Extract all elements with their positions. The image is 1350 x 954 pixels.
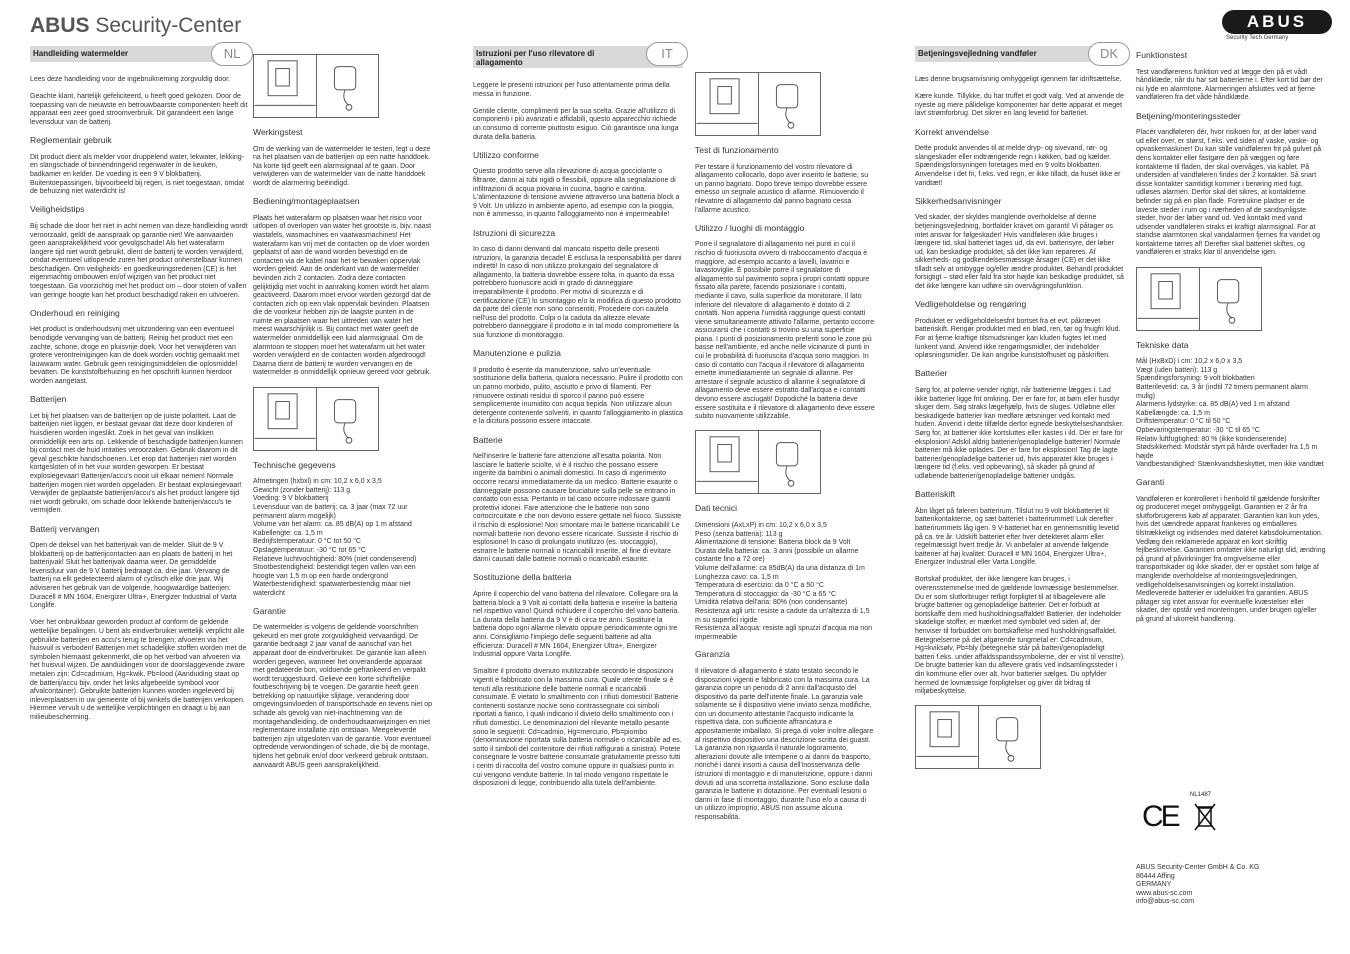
detector-wall-icon [696, 73, 758, 135]
dk-intro2: Kære kunde. Tillykke, du har truffet et godt valg. Ved at anvende de nyeste og mere pålidelige komponenter har dette apparat et meget lavt strømforbrug. Det sikrer en lang levetid for batteriet. [915, 93, 1124, 118]
it-heading-mount: Utilizzo / luoghi di montaggio [695, 222, 805, 233]
nl-heading-maint: Onderhoud en reiniging [30, 307, 120, 318]
dk-column-2 [1136, 48, 1326, 633]
nl-batt: Let bij het plaatsen van de batterijen op de juiste polariteit. Laat de batterijen niet liggen, er bestaat gevaar dat deze door kinderen of huisdieren worden ingeslikt. Zoek in het geval van inslikken onmiddellijk een arts op. Lekkende of beschadigde batterijen kunnen bij contact met de huid irritaties veroorzaken. Gebruik daarom in dit geval geschikte handschoenen. Let erop dat batterijen niet worden kortgesloten of in het vuur worden geworpen. Er bestaat explosiegevaar! Batterijen/accu's nooit uit elkaar nemen! Normale batterijen mogen niet worden opgeladen. Er bestaat explosiegevaar! Verwijder de geplaatste batterijen/accu's als het product langere tijd niet wordt gebruikt, om schade door lekkende batterijen/accu's te vermijden. [30, 412, 243, 515]
dk-heading-warranty: Garanti [1136, 476, 1165, 487]
text-line: ABUS [30, 14, 90, 37]
text-line: Levensduur van de batterij: ca. 3 jaar (max 72 uur permanent alarm mogelijk) [253, 504, 408, 520]
text-line: Peso (senza batteria): 113 g [695, 530, 783, 538]
dk-heading-test: Funktionstest [1136, 50, 1188, 60]
text-line: Stødsikkerhed: Modstår styrt på hårde overflader fra 1,5 m højde [1136, 444, 1318, 460]
text-line: Batterilevetid: ca. 3 år (indtil 72 timers permanent alarm mulig) [1136, 384, 1308, 400]
it-warranty: Il rilevatore di allagamento è stato testato secondo le disposizioni vigenti e fabbricato con la massima cura. La garanzia copre un periodo di 2 anni dall'acquisto del dispositivo da parte dell'utente finale. La garanzia vale solamente se il dispositivo viene inviato senza modifiche, con un documento attestante l'acquisto indicante la rispettiva data, con sufficiente affrancatura e appositamente imballato. Si prega di voler inoltre allegare al rispettivo dispositivo una descrizione scritta dei guasti. La garanzia non riguarda il naturale logoramento, alterazioni dovute alle intemperie o ai danni da trasporto, nonché i danni insorti a causa dell'inosservanza delle istruzioni di montaggio e di manutenzione, oppure i danni dovuti ad una scorretta installazione. Sono escluse dalla garanzia le batterie in dotazione. Per eventuali lesioni o danni in fase di montaggio, durante l'uso e/o a causa di un utilizzo improprio, ABUS non assume alcuna responsabilità. [695, 667, 874, 821]
dk-heading-maint: Vedligeholdelse og rengøring [915, 299, 1027, 310]
text-line: Waterbestendigheid: spatwaterbestendig maar niet waterdicht [253, 581, 411, 597]
nl-column-1 [30, 46, 248, 731]
it-mount-illustration [695, 430, 821, 494]
nl-heading-test: Werkingstest [253, 127, 303, 137]
text-line: GERMANY [1136, 881, 1172, 888]
it-heading-replace: Sostituzione della batteria [473, 572, 572, 583]
dk-mount: Placér vandføleren dér, hvor risikoen for, at der løber vand ud eller over, er størst, f.eks. ved siden af vaske, vaske- og opvaskemaskiner! Du kan stille vandføleren frit på gulvet på dens kontakter eller fastgøre den på væggen og føre kontakterne til fladen, der skal overvåges, via kablet. På undersiden af vandføleren findes der 2 kontakter. Så snart disse kontakter samtidigt kommer i berøring med fugt, udløses alarmen. Derfor skal det sikres, at kontakterne befinder sig på en plan flade. Foretrukne pladser er de laveste steder i rum og i nærheden af de sandsynligste steder, hvor der løber vand ud. Ved kontakt med vand udsender vandføleren straks et kraftigt alarmsignal. For at standse alarmtonen skal vandalarmen fjernes fra vandet og kontakterne tørres af! Derefter skal batteriet skiftes, og vandføleren er straks klar til anvendelse igen. [1136, 129, 1322, 257]
text-line: Temperatura di esercizio: da 0 °C a 50 °C [695, 582, 824, 590]
it-heading-maint: Manutenzione e pulizia [473, 348, 561, 359]
dk-intro: Læs denne brugsanvisning omhyggeligt igennem før idriftsættelse. [915, 76, 1122, 83]
it-heading-batt: Batterie [473, 434, 503, 445]
logo-tagline: Security Tech Germany [1226, 35, 1289, 41]
it-replace: Aprire il coperchio del vano batteria del rilevatore. Collegare ora la batteria block a 9 Volt ai contatti della batteria e inserire la batteria nel rispettivo vano! Quindi richiudere il coperchio del vano batteria. La durata della batteria da 9 V è di circa tre anni. Sostituire la batteria dopo ogni allarme rilevato oppure periodicamente ogni tre anni. Consigliamo l'impiego delle seguenti batterie ad alta efficienza: Duracell # MN 1604, Energizer Ultra+, Energizer Industrial oppure Varta Longlife. [473, 591, 680, 659]
detector-wall-icon [1137, 268, 1199, 330]
text-line: Gewicht (zonder batterij): 113 g [253, 486, 351, 494]
detector-wall-icon [254, 388, 316, 450]
detector-closeup-icon [978, 706, 1040, 768]
nl-heading-safety: Veiligheidstips [30, 204, 85, 215]
detector-wall-icon [254, 55, 316, 117]
it-replace2: Smaltire il prodotto divenuto inutilizzabile secondo le disposizioni vigenti e fabbricato con la massima cura. Quale utente finale si è tenuti alla restituzione delle batterie normali e ricaricabili consumate. È vietato lo smaltimento con i rifiuti domestici! Batterie contenenti sostanze nocive sono contrassegnate coi simboli riportati a fianco, i quali indicano il divieto dello smaltimento con i rifiuti domestici. Le denominazioni del rilevante metallo pesante sono le seguenti: Cd=cadmio, Hg=mercurio, Pb=piombo (denominazione riportata sulla batteria normale o ricaricabile ad es. sotto il simboli del contenitore dei rifiuti raffigurati a sinistra). Potete consegnare le vostre batterie consumate gratuitamente presso tutti i centri di raccolta del vostro comune oppure in qualsiasi punto in cui vengono vendute batterie. In tal modo vengono rispettate le disposizioni di legge, contribuendo alla tutela dell'ambiente. [473, 668, 682, 787]
text-line: Kabellængde: ca. 1,5 m [1136, 409, 1210, 417]
it-safety: In caso di danni derivanti dal mancato rispetto delle presenti istruzioni, la garanzia decade! È esclusa la responsabilità per danni indiretti! In caso di non utilizzo prolungato del segnalatore di allagamento, la batteria dovrebbe essere tolta, in quanto da essa potrebbero fuoriuscire acidi in grado di danneggiare irreparabilmente il prodotto. Per motivi di sicurezza e di certificazione (CE) lo smontaggio e/o la modifica di questo prodotto da parte del cliente non sono consentiti. Procedere con cautela nell'uso del prodotto. Colpi o la caduta da altezze elevate potrebbero danneggiare il prodotto e in tal modo compromettere la sua funzione di monitoraggio. [473, 246, 682, 340]
dk-column-1 [915, 46, 1125, 779]
dk-heading-mount: Betjening/monteringssteder [1136, 110, 1241, 121]
it-lang-badge: IT [646, 42, 688, 66]
dk-title: Betjeningsvejledning vandføler [918, 49, 1037, 58]
text-line: Vandbestandighed: Stænkvandsbeskyttet, men ikke vandtæt [1136, 461, 1324, 469]
it-intro2: Gentile cliente, complimenti per la sua scelta. Grazie all'utilizzo di componenti i più avanzati e affidabili, questo apparecchio richiede un consumo di corrente piuttosto esiguo. Ciò garantisce una lunga durata della batteria. [473, 107, 679, 141]
nl-tech-data [253, 478, 433, 598]
nl-intro2: Geachte klant, hartelijk gefeliciteerd, u heeft goed gekozen. Door de toepassing van de nieuwste en betrouwbaarste componenten heeft dit apparaat een zeer goed stroomverbruik. Dit garandeert een lange levensduur van de batterij. [30, 93, 248, 126]
text-line: Vægt (uden batteri): 113 g [1136, 366, 1218, 374]
nl-heading-batt: Batterijen [30, 394, 67, 405]
detector-closeup-icon [316, 55, 378, 117]
detector-closeup-icon [316, 388, 378, 450]
brand-title [30, 14, 241, 38]
it-use: Questo prodotto serve alla rilevazione di acqua gocciolante o filtrante, danni ai tubi rigidi o flessibili, oppure alla segnalazione di infiltrazioni di acqua piovana in cucina, bagno e cantina. L'alimentazione di tensione avviene attraverso una batteria block a 9 Volt. Un utilizzo in ambiente aperto, ad esempio con la pioggia, non è ammesso, in quanto l'alloggiamento non è impermeabile! [473, 168, 680, 219]
text-line: Resistenza all'acqua: resiste agli spruzzi d'acqua ma non impermeabile [695, 625, 872, 641]
detector-wall-icon [916, 706, 978, 768]
dk-heading-replace: Batteriskift [915, 489, 956, 500]
nl-intro: Lees deze handleiding voor de ingebruikneming zorgvuldig door. [30, 76, 231, 83]
detector-wall-icon [696, 431, 758, 493]
text-line: Volume dell'allarme: ca 85dB(A) da una distanza di 1m [695, 564, 865, 572]
text-line: Driftstemperatur: 0 °C til 50 °C [1136, 418, 1231, 426]
it-column-2 [695, 48, 875, 831]
nl-heading-replace: Batterij vervangen [30, 523, 100, 534]
detector-closeup-icon [1199, 268, 1261, 330]
text-line: Mål (HxBxD) i cm: 10,2 x 6,0 x 3,5 [1136, 358, 1243, 366]
nl-replace2: Voer het onbruikbaar geworden product af conform de geldende wettelijke bepalingen. U bent als eindverbruiker wettelijk verplicht alle gebruikte batterijen en accu's terug te brengen; afvoeren via het huisvuil is verboden! Batterijen met schadelijke stoffen worden met de symbolen hiernaast gekenmerkt, die op het verbod van afvoeren via het huisvuil wijzen. De aanduidingen voor de doorslaggevende zware metalen zijn: Cd=cadmium, Hg=kwik, Pb=lood (Aanduiding staat op de batterij/accu bijv. onder het links afgebeelde symbool voor afvalcontainer). Gebruikte batterijen kunnen worden ingeleverd bij inleverplaatsen in uw gemeente of bij winkels die batterijen verkopen. Hiermee vervult u de wettelijke verplichtingen en draagt u bij aan milieubescherming. [30, 619, 247, 721]
text-line: Bedrijfstemperatuur: 0 °C tot 50 °C [253, 538, 361, 546]
nl-maint: Het product is onderhoudsvrij met uitzondering van een eventueel benodigde vervanging van de batterij. Reinig het product met een zachte, schone, droge en pluisvrije doek. Voor het verwijderen van grotere verontreinigingen kan de doek worden vochtig gemaakt met lauwwarm water. Gebruik geen reinigingsmiddelen die oplosmiddel bevatten. De kunststofbehuizing en het opschrift kunnen hierdoor worden aangetast. [30, 326, 240, 385]
nl-mount-illustration [253, 387, 379, 451]
it-device-illustration [695, 72, 821, 136]
certification-marks [1142, 792, 1232, 840]
nl-column-2 [253, 48, 433, 779]
abus-logo: ABUS [1222, 10, 1332, 34]
dk-replace: Åbn låget på føleren batterirum. Tilslut nu 9 volt blokbatteriet til batterikontakterne, og sæt batteriet i batterirummet! Luk derefter batterirummets låg igen. 9 V-batteriet har en gennemsnitlig levetid på ca. tre år. Udskift batteriet efter hver detekteret alarm eller regelmæssigt hvert tredje år. Vi anbefaler at anvende følgende batterier af høj kvalitet: Duracell # MN 1604, Energizer Ultra+, Energizer Industrial eller Varta Longlife. [915, 507, 1119, 567]
text-line: Resistenza agli urti: resiste a cadute da un'altezza di 1,5 m su superfici rigide [695, 607, 870, 624]
detector-closeup-icon [758, 73, 820, 135]
dk-heading-use: Korrekt anvendelse [915, 126, 990, 137]
dk-heading-batt: Batterier [915, 368, 948, 379]
text-line: Temperatura di stoccaggio: da -30 °C a 65 °C [695, 590, 837, 598]
text-line: Security-Center [89, 14, 242, 37]
crossed-bin-icon [1194, 802, 1216, 832]
it-column-1 [473, 46, 683, 795]
nl-heading-warranty: Garantie [253, 605, 286, 616]
dk-mount-illustration [915, 705, 1041, 769]
dk-replace2: Bortskaf produktet, der ikke længere kan bruges, i overensstemmelse med de gældende lovmæssige bestemmelser. Du er som slutforbruger retligt forpligtet til at tilbagelevere alle brugte batterier og genopladelige batterier. Det er forbudt at bortskaffe dem med husholdningsaffaldet! Batterier, der indeholder skadelige stoffer, er mærket med symbolet ved siden af, der henviser til forbuddet om bortskaffelse med husholdningsaffaldet. Betegnelserne på det afgørende tungmetal er: Cd=cadmium, Hg=kviksølv, Pb=bly (betegnelse står på batteri/genopladeligt batteri f.eks. under affaldsspandssymbolerne, der er vist til venstre). De brugte batterier kan du aflevere gratis ved indsamlingssteder i din kommune eller over alt, hvor batterier sælges. Du opfylder hermed de lovmæssige forpligtelser og giver dit bidrag til miljøbeskyttelse. [915, 576, 1125, 696]
dk-device-illustration [1136, 267, 1262, 331]
text-line: Relatieve luchtvochtigheid: 80% (niet condenserend) [253, 555, 417, 563]
text-line: info@abus-sc.com [1136, 898, 1195, 905]
it-heading-use: Utilizzo conforme [473, 149, 539, 160]
nl-safety: Bij schade die door het niet in acht nemen van deze handleiding wordt veroorzaakt, geldt de aanspraak op garantie niet! We aanvaarden geen aansprakelijkheid voor gevolgschade! Als het waterafarm langere tijd niet wordt gebruikt, dient de batterij te worden verwijderd, omdat eventueel uitlopende zuren het product onherstelbaar kunnen beschadigen. Om veiligheids- en goedkeuringsredenen (CE) is het eigenmachtig ombouwen en/of wijzigen van het product niet toegestaan. Ga voorzichtig met het product om – door stoten of vallen van geringe hoogte kan het product beschadigd raken en uitvoeren. [30, 222, 248, 299]
text-line: Alimentazione di tensione: Batteria block da 9 Volt [695, 539, 851, 547]
it-heading-test: Test di funzionamento [695, 145, 779, 155]
text-line: Opbevaringstemperatur: -30 °C til 65 °C [1136, 427, 1260, 434]
it-intro: Leggere le presenti istruzioni per l'uso attentamente prima della messa in funzione. [473, 82, 670, 98]
it-mount: Porre il segnalatore di allagamento nei punti in cui il rischio di fuoriuscita ovvero di traboccamento d'acqua è maggiore, ad esempio accanto a lavelli, lavatrici e lavastoviglie. È possibile porre il segnalatore di allagamento sul pavimento sopra i propri contatti oppure fissato alla parete, facendo posizionare i contatti, mediante il cavo, sulla superficie da monitorare. Il lato inferiore del rilevatore di allagamento è dotato di 2 contatti. Non appena l'umidità raggiunge questi contatti viene simultaneamente attivato l'allarme, pertanto occorre assicurarsi che i contatti si trovino su una superficie piana. I punti di posizionamento preferiti sono le zone più basse nell'ambiente, ed anche nelle vicinanze di punti in cui le probabilità di fuoriuscita d'acqua sono maggiori. In caso di contatto con l'acqua il rilevatore di allagamento emette immediatamente un segnale di allarme. Per arrestare il segnale acustico di allarme il segnalatore di allagamento deve essere estratto dall'acqua e i contatti devono essere asciugati! Dopodiché la batteria deve essere sostituita e il rilevatore di allagamento deve essere subito nuovamente utilizzabile. [695, 241, 875, 421]
dk-tech-data [1136, 358, 1326, 470]
text-line: 86444 Affing [1136, 872, 1175, 880]
text-line: Spændingsforsyning: 9 volt blokbatteri [1136, 375, 1255, 383]
nl-mount: Plaats het waterafarm op plaatsen waar het risico voor uitlopen of overlopen van water het grootste is, bijv. naast wastafels, wasmachines en vaatwasmachines! Het waterafarm kan vrij met de contacten op de vloer worden geplaatst of aan de wand worden bevestigd en de contacten via de kabel naar het te bewaken oppervlak worden geleid. Aan de onderkant van de watermelder bevinden zich 2 contacten. Zodra deze contacten gelijktijdig met vocht in aanraking komen wordt het alarm geactiveerd. Daarom moet ervoor worden gezorgd dat de contacten zich op een vlak oppervlak bevinden. Plaatsen die de voorkeur hebben zijn de laagste punten in de ruimte en plaatsen waar het uittreden van water het meest waarschijnlijk is. Bij contact met water geeft de watermelder onmiddellijk een luid alarmsignaal. Om de alarmtoon te stoppen moet het waterafarm uit het water worden verwijderd en de contacten worden afgedroogd! Daarna dient de batterij te worden vervangen en de watermelder is onmiddellijk opnieuw gereed voor gebruik. [253, 214, 432, 377]
nl-title: Handleiding watermelder [33, 49, 129, 58]
text-line: Umidità relativa dell'aria: 80% (non condensante) [695, 599, 848, 607]
text-line: Opslagtemperatuur: -30 °C tot 65 °C [253, 546, 366, 554]
nl-heading-mount: Bediening/montageplaatsen [253, 196, 360, 207]
text-line: Dimensioni (AxLxP) in cm: 10,2 x 6,0 x 3,5 [695, 522, 827, 529]
nl-approval-label: NL1487 [1190, 792, 1212, 798]
it-test: Per testare il funzionamento del vostro rilevatore di allagamento collocarlo, dopo aver inserito le batterie, su un panno bagnato. Dopo breve tempo dovrebbe essere emesso un segnale acustico di allarme. Rimuovendo il rilevatore di allagamento dal panno bagnato cessa l'allarme acustico. [695, 163, 869, 214]
ce-mark-icon: CE [1142, 800, 1178, 833]
detector-closeup-icon [758, 431, 820, 493]
nl-heading-data: Technische gegevens [253, 459, 336, 470]
dk-lang-badge: DK [1088, 42, 1130, 66]
it-heading-warranty: Garanzia [695, 649, 730, 660]
it-maint: Il prodotto è esente da manutenzione, salvo un'eventuale sostituzione della batteria, qualora necessario. Pulire il prodotto con un panno morbido, pulito, asciutto e privo di filamenti. Per rimuovere ostinati residui di sporco il panno può essere semplicemente inumidito con acqua tiepida. Non utilizzare alcun detergente contenente solventi, in quanto l'alloggiamento in plastica e la dicitura possono essere intaccate. [473, 366, 683, 426]
dk-safety: Ved skader, der skyldes manglende overholdelse af denne betjeningsvejledning, bortfalder kravet om garanti! Vi påtager os intet ansvar for følgeskader! Hvis vandføleren ikke bruges i længere tid, skal batteriet tages ud, da evt. batterisyre, der løber ud, kan beskadige produktet, så det ikke kan repareres. Af sikkerheds- og godkendelsesmæssige årsager (CE) er det ikke tilladt selv at ombygge og/eller ændre produktet. Behandl produktet forsigtigt – stød eller fald fra stor højde kan beskadige produktet, så det ikke længere kan udføre sin overvågningsfunktion. [915, 214, 1124, 291]
dk-warranty: Vandføleren er kontrolleret i henhold til gældende forskrifter og produceret meget omhyggeligt. Garantien er 2 år fra slutforbrugerens køb af apparatet. Garantien kan kun ydes, hvis det uændrede apparat frankeres og emballeres tilstrækkeligt og indsendes med dateret købsdokumentation. Vedlæg den reklamerede apparat en kort skriftlig fejlbeskrivelse. Garantien omfatter ikke naturligt slid, ændring på grund af påvirkninger fra omgivelserne eller transportskader og ikke skader, der er opstået som følge af manglende overholdelse af monteringsvejledningen, vedligeholdelsesanvisningen og korrekt installation. Medleverede batterier er udelukket fra garantien. ABUS påtager sig intet ansvar for eventuelle kvæstelser eller skader, der opstår ved monteringen, under brugen og/eller på grund af ukorrekt handlering. [1136, 495, 1326, 623]
nl-warranty: De watermelder is volgens de geldende voorschriften gekeurd en met grote zorgvuldigheid vervaardigd. De garantie bedraagt 2 jaar vanaf de aanschaf van het apparaat door de eindverbruiker. De garantie kan alleen worden gegeven, wanneer het onveranderde apparaat met gedateerde bon, voldoende gefrankeerd en verpakt wordt teruggestuurd. Gelieve een korte schriftelijke foutbeschrijving bij te voegen. De garantie heeft geen betrekking op natuurlijke slijtage, verandering door omgevingsinvloeden of transportschade en tevens niet op schade als gevolg van niet-inachtneming van de montagehandleiding, de onderhoudsaanwijzingen en niet reglementaire installatie zijn ontstaan. Meegeleverde batterijen zijn uitgesloten van de garantie. Voor eventueel optredende verwondingen of schade, die bij de montage, tijdens het gebruik en/of door verkeerd gebruik ontstaan, aanvaardt ABUS geen aansprakelijkheid. [253, 624, 433, 769]
nl-use: Dit product dient als melder voor druppelend water, lekwater, lekking- en slangschade of binnendringend regenwater in de keuken, badkamer en kelder. De voeding is een 9 V blokbatterij. Buitentoepassingen, bijvoorbeeld bij regen, is niet toegestaan, omdat de behuizing niet waterdicht is! [30, 153, 245, 196]
dk-heading-data: Tekniske data [1136, 339, 1189, 350]
text-line: ABUS Security-Center GmbH & Co. KG [1136, 864, 1260, 871]
company-address [1136, 864, 1259, 907]
dk-use: Dette produkt anvendes til at melde dryp- og sivevand, rør- og slangeskader eller indtrængende regn i køkken, bad og kælder. Spændingsforsyningen foretages med en 9 volts blokbatteri. Anvendelse i det fri, f.eks. ved regn, er ikke tilladt, da huset ikke er vandtæt! [915, 145, 1121, 187]
nl-test: Om de werking van de watermelder te testen, legt u deze na het plaatsen van de batterijen op een natte handdoek. Na korte tijd geeft een alarmsignaal af te gaan. Door verwijderen van de watermelder van de natte handdoek wordt de alarmering beëindigd. [253, 145, 431, 187]
text-line: www.abus-sc.com [1136, 889, 1193, 897]
text-line: Volume van het alarm: ca. 85 dB(A) op 1 m afstand [253, 521, 412, 529]
nl-replace: Open de deksel van het batterijvak van de melder. Sluit de 9 V blokbatterij op de batterijcontacten aan en plaats de batterij in het batterijvak! Sluit het batterijvak daarna weer. De gemiddelde levensduur van de 9 V batterij bedraagt ca. drie jaar. Vervang de batterij na elk gedetecteerd alarm of cyclisch elke drie jaar. Wij adviseren het gebruik van de volgende, hoogwaardige batterijen: Duracell # MN 1604, Energizer Ultra+, Energizer Industrial of Varta Longlife. [30, 542, 237, 610]
text-line: Alarmens lydstyrke: ca. 85 dB(A) ved 1 m afstand [1136, 401, 1290, 409]
text-line: Relativ luftfugtighed: 80 % (ikke kondenserende) [1136, 435, 1287, 443]
text-line: Voeding: 9 V blokbatterij [253, 495, 329, 503]
text-line: Kabellengte: ca. 1,5 m [253, 529, 323, 537]
text-line: Stootbestendigheid: bestendigt tegen vallen van een hoogte van 1,5 m op een harde ondergrond [253, 564, 416, 580]
it-tech-data [695, 522, 875, 642]
dk-maint: Produktet er vedligeholdelsesfrit bortset fra et evt. påkrævet batteriskift. Rengør produktet med en blød, ren, tør og fnugfri klud. For at fjerne kraftige tilsmudsninger kan kluden fugtes let med lunkent vand. Anvend ikke rengøringsmidler, der indeholder opløsningsmidler. De kan angribe kunststofhuset og påskriften. [915, 317, 1121, 360]
dk-batt: Sørg for, at polerne vender rigtigt, når batterierne lægges i. Lad ikke batterier ligge frit omkring. Der er fare for, at børn eller husdyr sluger dem. Søg straks lægehjælp, hvis de sluges. Udløbne eller beskadigede batterier kan medføre ætsninger ved kontakt med huden. Anvend i dette tilfælde derfor egnede beskyttelseshandsker. Sørg for, at batterier ikke kortsluttes eller kastes i ild. Der er fare for eksplosion! Adskil aldrig batterier/genopladelige batterier! Normale batterier må ikke oplades. Der er fare for eksplosion! Tag de lagte batterier/genopladelige batterier ud, hvis apparatet ikke bruges i længere tid (f.eks. ved opbevaring), så skader på grund af udløbende batterier/genopladelige batterier undgås. [915, 387, 1124, 480]
text-line: Lunghezza cavo: ca. 1,5 m [695, 573, 779, 581]
it-batt: Nell'inserire le batterie fare attenzione all'esatta polarità. Non lasciare le batterie sciolte, vi è il rischio che possano essere ingerite da bambini o animali domestici. In caso di ingerimento occorre recarsi immediatamente da un medico. Batterie esaurite o danneggiate possono causare bruciature sulla pelle se entrano in contatto con essa. Pertanto in tal caso occorre indossare guanti protettivi idonei. Fare attenzione che le batterie non sono cortocircuitate e che non devono essere gettate nel fuoco. Sussiste il rischio di esplosione! Non smontare mai le batterie ricaricabili! Le normali batterie non devono essere ricaricate. Sussiste il rischio di esplosione! In caso di prolungato inutilizzo (es. stoccaggio), estrarre le batterie normali o ricaricabili inserite, al fine di evitare danni causati dalle batterie normali o ricaricabili esaurite. [473, 453, 682, 564]
nl-heading-use: Reglementair gebruik [30, 135, 112, 146]
dk-heading-safety: Sikkerhedsanvisninger [915, 195, 1002, 206]
nl-device-illustration [253, 54, 379, 118]
it-heading-data: Dati tecnici [695, 503, 738, 514]
dk-test: Test vandførerens funktion ved at lægge den på et vådt håndklæde, når du har sat batterierne i. Efter kort tid bør der nu lyde en alarmtone. Alarmeringen afsluttes ved at fjerne vandføleren fra det våde håndklæde. [1136, 68, 1323, 102]
text-line: Durata della batteria: ca. 3 anni (possibile un allarme costante fino a 72 ore) [695, 547, 859, 564]
nl-lang-badge: NL [211, 42, 253, 66]
text-line: Afmetingen (hxbxl) in cm: 10,2 x 6,0 x 3,5 [253, 478, 382, 486]
it-title: Istruzioni per l'uso rilevatore di allagamento [476, 49, 595, 67]
it-heading-safety: Istruzioni di sicurezza [473, 227, 556, 238]
